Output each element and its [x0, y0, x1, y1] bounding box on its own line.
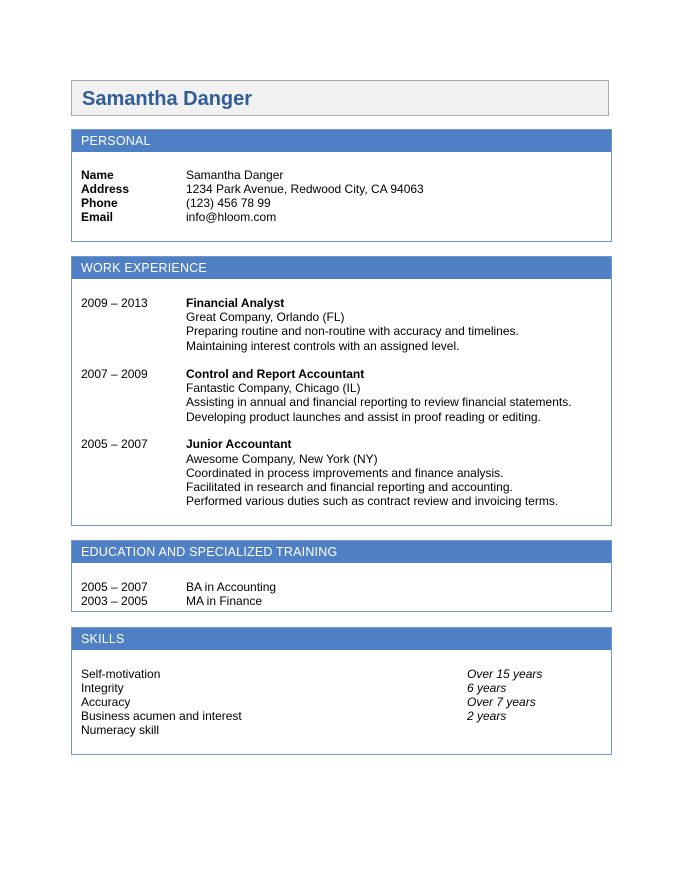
job-line: Fantastic Company, Chicago (IL) — [186, 381, 361, 395]
education-dates: 2005 – 2007 — [81, 580, 148, 594]
job-title: Control and Report Accountant — [186, 367, 365, 381]
name-header-box — [71, 80, 609, 116]
work-section-header: WORK EXPERIENCE — [72, 257, 611, 279]
job-line: Performed various duties such as contract review and invoicing terms. — [186, 494, 559, 508]
education-section — [71, 540, 612, 612]
personal-section-header: PERSONAL — [72, 130, 611, 152]
job-line: Awesome Company, New York (NY) — [186, 452, 378, 466]
job-line: Facilitated in research and financial reporting and accounting. — [186, 480, 513, 494]
job-line: Assisting in annual and financial reporting to review financial statements. — [186, 395, 572, 409]
personal-value-address: 1234 Park Avenue, Redwood City, CA 94063 — [186, 182, 424, 196]
job-line: Coordinated in process improvements and finance analysis. — [186, 466, 504, 480]
job-line: Great Company, Orlando (FL) — [186, 310, 345, 324]
personal-label-email: Email — [81, 210, 114, 224]
education-section-header: EDUCATION AND SPECIALIZED TRAINING — [72, 541, 611, 563]
skill-years: 2 years — [467, 709, 507, 723]
personal-label-address: Address — [81, 182, 130, 196]
skills-section-header: SKILLS — [72, 628, 611, 650]
skill-name: Accuracy — [81, 695, 131, 709]
skill-years: Over 15 years — [467, 667, 543, 681]
personal-label-phone: Phone — [81, 196, 118, 210]
resume-name: Samantha Danger — [82, 88, 253, 110]
personal-value-name: Samantha Danger — [186, 168, 284, 182]
education-degree: BA in Accounting — [186, 580, 277, 594]
job-line: Maintaining interest controls with an assigned level. — [186, 339, 460, 353]
skill-name: Integrity — [81, 681, 124, 695]
personal-value-phone: (123) 456 78 99 — [186, 196, 271, 210]
skill-years: 6 years — [467, 681, 507, 695]
skill-name: Numeracy skill — [81, 723, 160, 737]
job-dates: 2009 – 2013 — [81, 296, 148, 310]
job-dates: 2005 – 2007 — [81, 437, 148, 451]
job-title: Financial Analyst — [186, 296, 285, 310]
personal-value-email: info@hloom.com — [186, 210, 277, 224]
personal-label-name: Name — [81, 168, 114, 182]
education-degree: MA in Finance — [186, 594, 263, 608]
job-line: Preparing routine and non-routine with accuracy and timelines. — [186, 324, 519, 338]
job-dates: 2007 – 2009 — [81, 367, 148, 381]
skill-years: Over 7 years — [467, 695, 536, 709]
skill-name: Business acumen and interest — [81, 709, 242, 723]
job-line: Developing product launches and assist in proof reading or editing. — [186, 410, 541, 424]
job-title: Junior Accountant — [186, 437, 292, 451]
skill-name: Self-motivation — [81, 667, 161, 681]
education-dates: 2003 – 2005 — [81, 594, 148, 608]
